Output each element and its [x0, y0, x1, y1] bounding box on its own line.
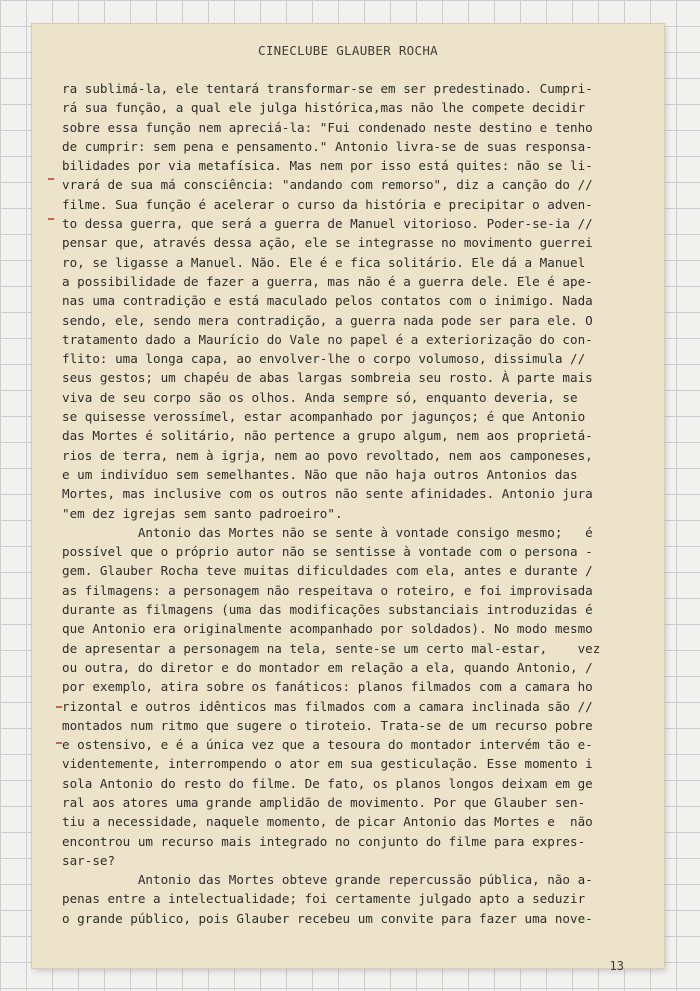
text-line: ra sublimá-la, ele tentará transformar-se em ser predestinado. Cumpri-	[62, 81, 593, 96]
text-line: penas entre a intelectualidade; foi certamente julgado apto a seduzir	[62, 891, 586, 907]
text-line: seus gestos; um chapéu de abas largas sombreia seu rosto. À parte mais	[62, 370, 593, 386]
text-line: rios de terra, nem à igrja, nem ao povo revoltado, nem aos camponeses,	[62, 447, 593, 463]
text-line: e ostensivo, e é a única vez que a tesoura do montador intervém tão e-	[62, 737, 593, 753]
text-line: "em dez igrejas sem santo padroeiro".	[62, 505, 343, 521]
text-line: ou outra, do diretor e do montador em relação a ela, quando Antonio, /	[62, 659, 593, 675]
text-line: sobre essa função nem apreciá-la: "Fui condenado neste destino e tenho	[62, 119, 593, 135]
margin-mark	[48, 178, 54, 180]
text-line: por exemplo, atira sobre os fanáticos: planos filmados com a camara ho	[62, 679, 593, 695]
text-line: ral aos atores uma grande amplidão de movimento. Por que Glauber sen-	[62, 794, 586, 810]
text-line: viva de seu corpo são os olhos. Anda sempre só, enquanto deveria, se	[62, 389, 578, 405]
text-line: durante as filmagens (uma das modificações substanciais introduzidas é	[62, 602, 593, 618]
text-line: sola Antonio do resto do filme. De fato, os planos longos deixam em ge	[62, 775, 593, 791]
text-line: se quisesse verossímel, estar acompanhado por jagunços; é que Antonio	[62, 409, 586, 425]
text-line: de cumprir: sem pena e pensamento." Antonio livra-se de suas responsa-	[62, 138, 593, 154]
text-line: pensar que, através dessa ação, ele se integrasse no movimento guerrei	[62, 235, 593, 251]
text-line: sendo, ele, sendo mera contradição, a guerra nada pode ser para ele. O	[62, 312, 593, 328]
text-line: possível que o próprio autor não se sentisse à vontade com o persona -	[62, 544, 593, 560]
text-line: Mortes, mas inclusive com os outros não sente afinidades. Antonio jura	[62, 486, 593, 502]
text-line: montados num ritmo que sugere o tiroteio. Trata-se de um recurso pobre	[62, 717, 593, 733]
text-line: gem. Glauber Rocha teve muitas dificuldades com ela, antes e durante /	[62, 563, 593, 579]
text-line: rizontal e outros idênticos mas filmados com a camara inclinada são //	[62, 698, 593, 714]
text-line: e um indivíduo sem semelhantes. Não que não haja outros Antonios das	[62, 466, 578, 482]
text-line: ro, se ligasse a Manuel. Não. Ele é e fica solitário. Ele dá a Manuel	[62, 254, 586, 270]
text-line: que Antonio era originalmente acompanhado por soldados). No modo mesmo	[62, 621, 593, 637]
document-page	[32, 24, 664, 973]
text-line: flito: uma longa capa, ao envolver-lhe o corpo volumoso, dissimula //	[62, 351, 586, 367]
page-number: 13	[609, 959, 624, 973]
text-line: sar-se?	[62, 852, 116, 868]
text-line: to dessa guerra, que será a guerra de Manuel vitorioso. Poder-se-ia //	[62, 216, 593, 232]
body-text	[62, 79, 662, 928]
text-line: bilidades por via metafísica. Mas nem por isso está quites: não se li-	[62, 158, 593, 174]
text-line: videntemente, interrompendo o ator em sua gesticulação. Esse momento i	[62, 756, 593, 772]
text-line: tratamento dado a Maurício do Vale no papel é a exteriorização do con-	[62, 331, 593, 347]
margin-mark	[48, 218, 54, 220]
text-line: as filmagens: a personagem não respeitava o roteiro, e foi improvisada	[62, 582, 593, 598]
text-line: das Mortes é solitário, não pertence a grupo algum, nem aos proprietá-	[62, 428, 593, 444]
text-line: Antonio das Mortes obteve grande repercussão pública, não a-	[62, 872, 593, 888]
text-line: rá sua função, a qual ele julga histórica,mas não lhe compete decidir	[62, 100, 586, 116]
page-header: CINECLUBE GLAUBER ROCHA	[258, 43, 438, 58]
text-line: o grande público, pois Glauber recebeu um convite para fazer uma nove-	[62, 910, 593, 926]
text-line: encontrou um recurso mais integrado no conjunto do filme para expres-	[62, 833, 586, 849]
text-line: nas uma contradição e está maculado pelos contatos com o inimigo. Nada	[62, 293, 593, 309]
text-line: tiu a necessidade, naquele momento, de picar Antonio das Mortes e não	[62, 814, 593, 830]
text-line: de apresentar a personagem na tela, sente-se um certo mal-estar, vez	[62, 640, 601, 656]
text-line: Antonio das Mortes não se sente à vontade consigo mesmo; é	[62, 524, 593, 540]
text-line: vrará de sua má consciência: "andando com remorso", diz a canção do //	[62, 177, 593, 193]
text-line: a possibilidade de fazer a guerra, mas não é a guerra dele. Ele é ape-	[62, 273, 593, 289]
text-line: filme. Sua função é acelerar o curso da história e precipitar o adven-	[62, 196, 593, 212]
